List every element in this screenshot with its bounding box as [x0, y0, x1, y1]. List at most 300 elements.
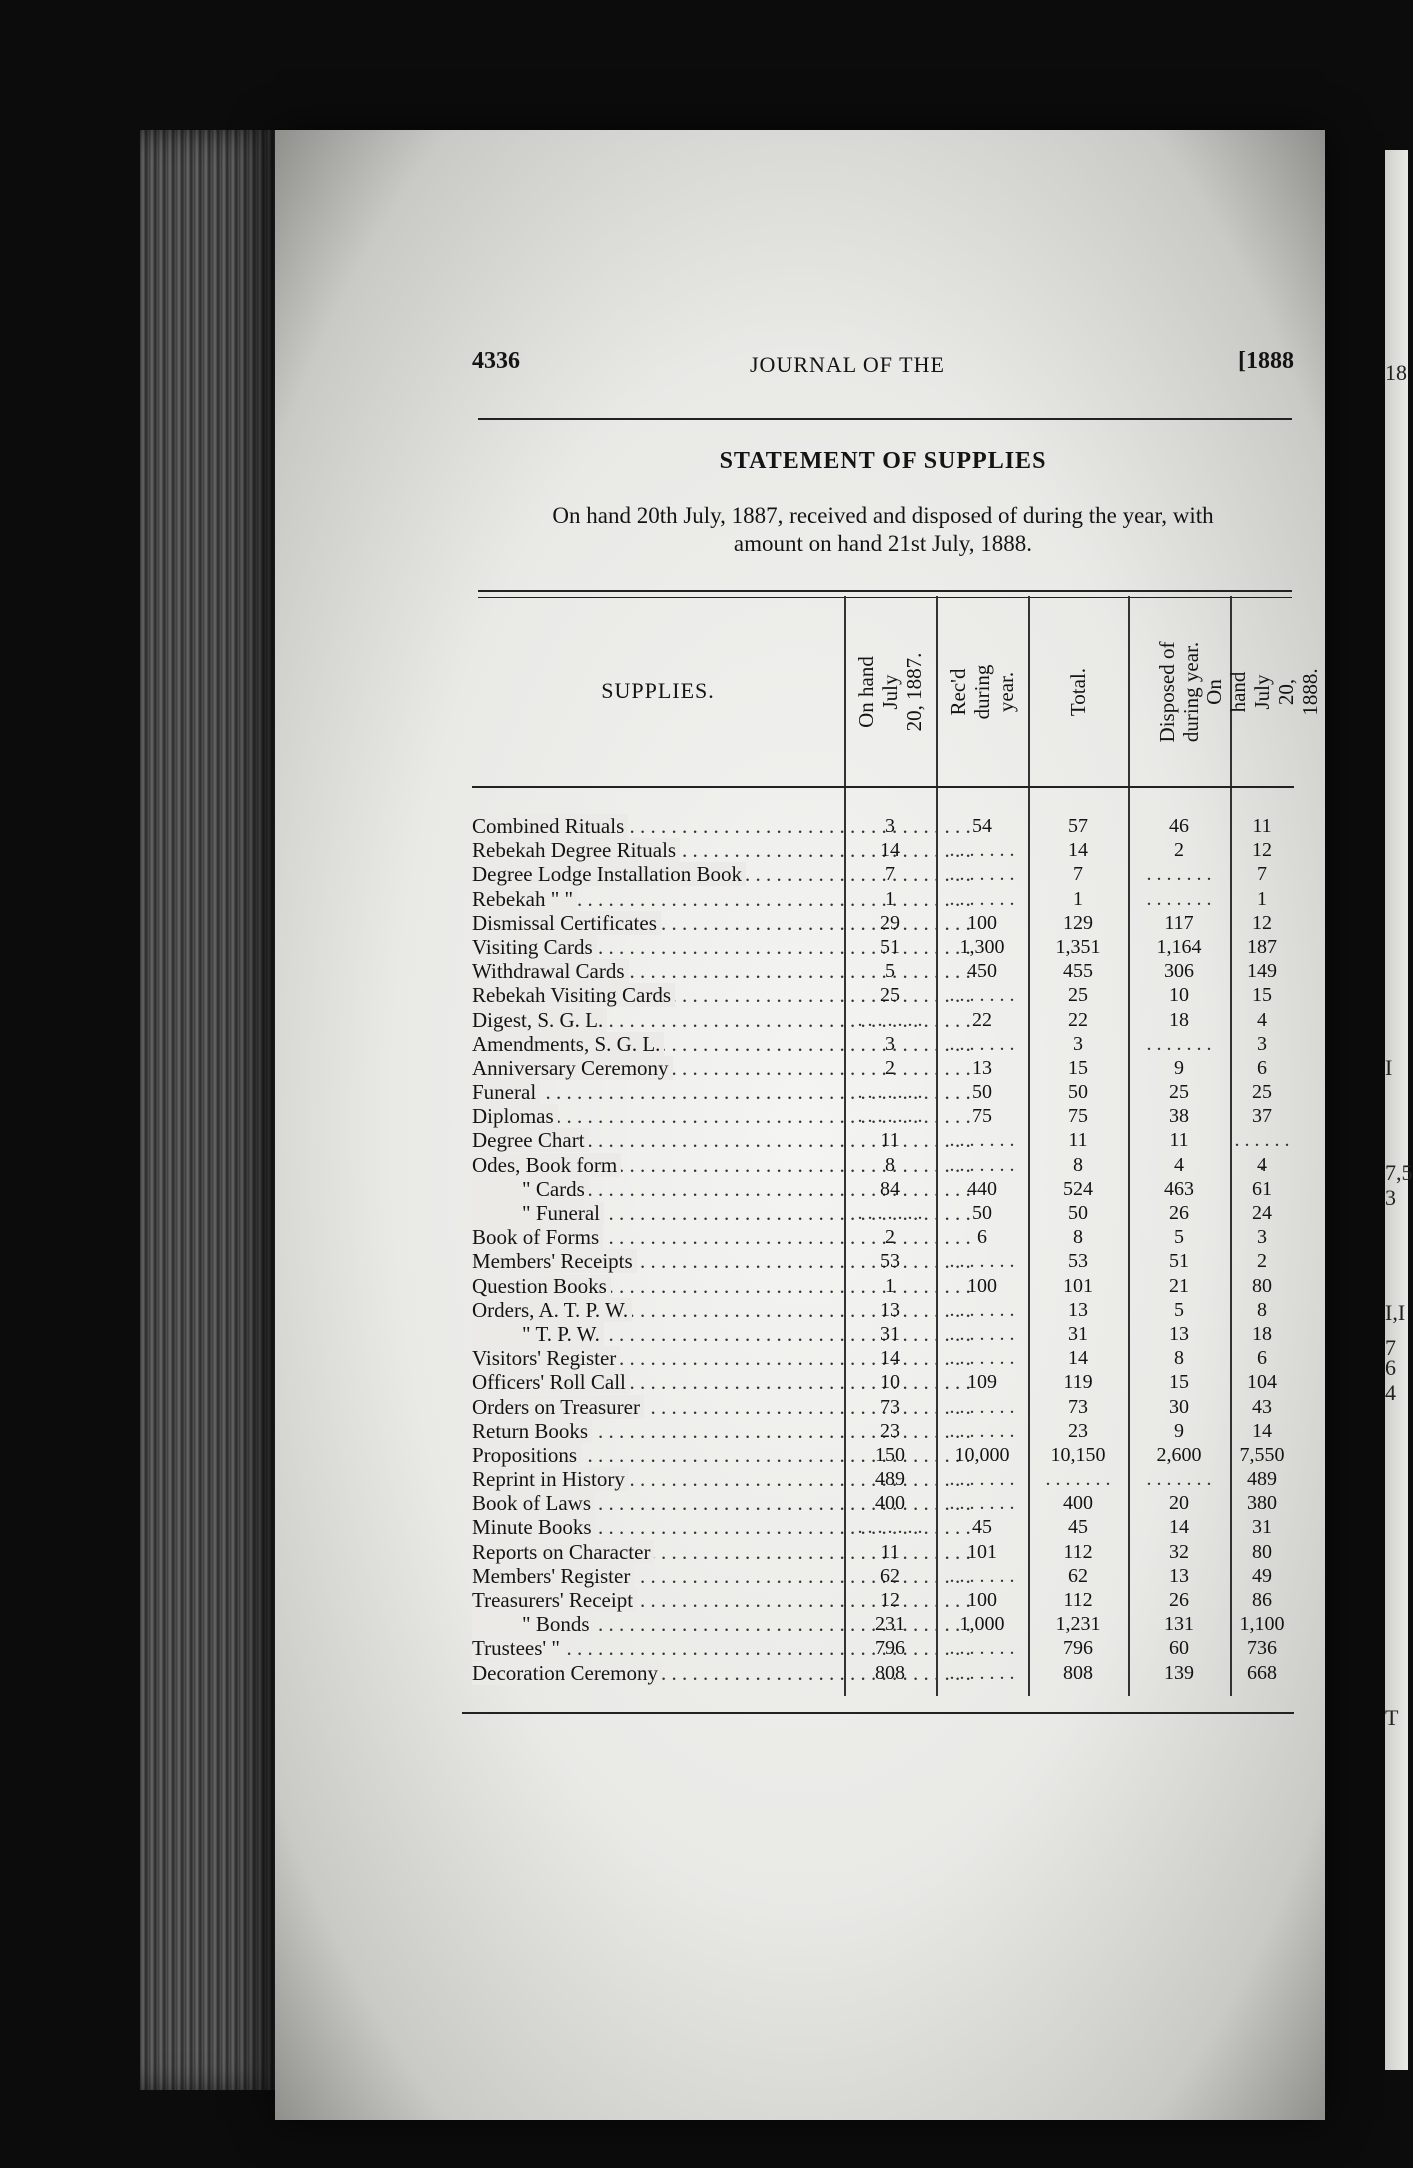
table-row — [472, 1298, 1294, 1322]
value-cell: 11 — [1068, 1129, 1088, 1152]
table-row — [472, 862, 1294, 886]
value-cell: 306 — [1164, 960, 1194, 983]
value-cell — [936, 862, 1028, 886]
value-cell — [936, 1419, 1028, 1443]
value-cell: 139 — [1164, 1661, 1194, 1684]
value-cell: 73 — [880, 1395, 900, 1418]
supply-name: " Bonds — [472, 1612, 594, 1636]
value-cell: 489 — [1247, 1468, 1277, 1491]
page-number: 4336 — [472, 348, 520, 374]
value-cell: 1,231 — [1055, 1613, 1101, 1636]
value-cell: 1 — [1073, 887, 1083, 910]
value-cell: 18 — [1252, 1322, 1272, 1345]
running-head — [472, 348, 1294, 388]
table-bottom-rule — [462, 1712, 1294, 1714]
book-binding-edge — [140, 130, 280, 2090]
table-row — [472, 1104, 1294, 1128]
table-row — [472, 983, 1294, 1007]
value-cell: 119 — [1063, 1371, 1093, 1394]
supplies-table — [472, 596, 1322, 1724]
value-cell: 736 — [1247, 1637, 1277, 1660]
value-cell — [1128, 862, 1230, 886]
supply-label-cell — [472, 1201, 844, 1225]
value-cell — [844, 1201, 936, 1225]
supply-name: Orders on Treasurer — [472, 1395, 644, 1419]
statement-title: STATEMENT OF SUPPLIES — [719, 448, 1047, 474]
supply-name: Degree Lodge Installation Book — [472, 862, 746, 886]
value-cell: 1,000 — [959, 1613, 1005, 1636]
supply-label-cell — [472, 1298, 844, 1322]
table-row — [472, 1491, 1294, 1515]
value-cell: 668 — [1247, 1661, 1277, 1684]
value-cell: 23 — [1068, 1419, 1088, 1442]
value-cell: 2 — [885, 1056, 895, 1079]
header-bottom-rule — [472, 786, 1294, 788]
column-header-text: Total. — [1066, 667, 1090, 717]
value-cell: 11 — [880, 1540, 900, 1563]
table-row — [472, 1661, 1294, 1685]
value-cell: 7 — [1073, 863, 1083, 886]
value-cell: 3 — [1073, 1032, 1083, 1055]
value-cell: 11 — [1252, 815, 1272, 837]
value-cell: 796 — [875, 1637, 905, 1660]
statement-subtitle — [472, 502, 1294, 558]
value-cell: 11 — [1169, 1129, 1189, 1152]
value-cell: 13 — [1068, 1298, 1088, 1321]
table-row — [472, 935, 1294, 959]
table-row — [472, 838, 1294, 862]
value-cell: 50 — [1068, 1081, 1088, 1104]
value-cell: 524 — [1063, 1177, 1093, 1200]
value-cell: 73 — [1068, 1395, 1088, 1418]
value-cell — [936, 1322, 1028, 1346]
supply-label-cell — [472, 1370, 844, 1394]
table-row — [472, 1056, 1294, 1080]
value-cell: 51 — [1169, 1250, 1189, 1273]
supply-label-cell — [472, 1153, 844, 1177]
value-cell: 5 — [1174, 1298, 1184, 1321]
table-row — [472, 1588, 1294, 1612]
table-row — [472, 1515, 1294, 1539]
value-cell: 2,600 — [1156, 1443, 1202, 1466]
value-cell: 12 — [1252, 911, 1272, 934]
value-cell: 14 — [1169, 1516, 1189, 1539]
supply-name: Odes, Book form — [472, 1153, 621, 1177]
value-cell: 31 — [880, 1322, 900, 1345]
value-cell: 50 — [972, 1081, 992, 1104]
value-cell: 22 — [1068, 1008, 1088, 1031]
value-cell: 62 — [1068, 1564, 1088, 1587]
table-row — [472, 1080, 1294, 1104]
value-cell: 60 — [1169, 1637, 1189, 1660]
table-top-rule — [478, 590, 1292, 592]
value-cell: 80 — [1252, 1540, 1272, 1563]
value-cell: 54 — [972, 815, 992, 837]
table-row — [472, 1443, 1294, 1467]
value-cell: 8 — [1073, 1153, 1083, 1176]
value-cell: 101 — [967, 1540, 997, 1563]
value-cell — [1128, 887, 1230, 911]
supply-name: Visitors' Register — [472, 1346, 620, 1370]
value-cell: 10 — [1169, 984, 1189, 1007]
table-row — [472, 887, 1294, 911]
value-cell: 30 — [1169, 1395, 1189, 1418]
value-cell: 14 — [880, 1347, 900, 1370]
value-cell: 2 — [1174, 839, 1184, 862]
supply-name: Book of Laws — [472, 1491, 595, 1515]
supply-label-cell — [472, 959, 844, 983]
value-cell: 10,150 — [1050, 1443, 1106, 1466]
value-cell: 75 — [1068, 1105, 1088, 1128]
value-cell: 463 — [1164, 1177, 1194, 1200]
value-cell: 23 — [880, 1419, 900, 1442]
value-cell — [1028, 1467, 1128, 1491]
value-cell: 14 — [1068, 839, 1088, 862]
table-row — [472, 1370, 1294, 1394]
value-cell: 440 — [967, 1177, 997, 1200]
value-cell: 808 — [1063, 1661, 1093, 1684]
value-cell: 1 — [1257, 887, 1267, 910]
table-row — [472, 1008, 1294, 1032]
value-cell: 25 — [1252, 1081, 1272, 1104]
value-cell: 10 — [880, 1371, 900, 1394]
value-cell: 4 — [1174, 1153, 1184, 1176]
value-cell: 2 — [885, 1226, 895, 1249]
supply-name: Diplomas — [472, 1104, 558, 1128]
supply-name: Treasurers' Receipt — [472, 1588, 637, 1612]
supply-name: Decoration Ceremony — [472, 1661, 662, 1685]
value-cell: 53 — [880, 1250, 900, 1273]
value-cell: 10,000 — [954, 1443, 1010, 1466]
table-row — [472, 1395, 1294, 1419]
value-cell: 20 — [1169, 1492, 1189, 1515]
value-cell: 117 — [1164, 911, 1194, 934]
value-cell — [844, 1008, 936, 1032]
table-row — [472, 1636, 1294, 1660]
value-cell: 29 — [880, 911, 900, 934]
supply-label-cell — [472, 935, 844, 959]
value-cell: 7 — [1257, 863, 1267, 886]
value-cell: 14 — [1068, 1347, 1088, 1370]
value-cell: 4 — [1257, 1008, 1267, 1031]
value-cell: 45 — [972, 1516, 992, 1539]
table-row — [472, 1467, 1294, 1491]
supply-name: Withdrawal Cards — [472, 959, 629, 983]
supply-name: Orders, A. T. P. W. — [472, 1298, 632, 1322]
value-cell: 12 — [1252, 839, 1272, 862]
value-cell — [936, 1661, 1028, 1685]
value-cell: 129 — [1063, 911, 1093, 934]
value-cell: 25 — [880, 984, 900, 1007]
value-cell: 57 — [1068, 815, 1088, 837]
value-cell: 9 — [1174, 1056, 1184, 1079]
value-cell: 53 — [1068, 1250, 1088, 1273]
value-cell: 112 — [1063, 1589, 1093, 1611]
journal-year: [1888 — [1238, 348, 1294, 374]
value-cell — [936, 1467, 1028, 1491]
supply-name: Rebekah Degree Rituals — [472, 838, 680, 862]
adjacent-page-fragment: 7 — [1385, 1335, 1396, 1360]
value-cell: 796 — [1063, 1637, 1093, 1660]
value-cell: 1,300 — [959, 935, 1005, 958]
table-row — [472, 1128, 1294, 1152]
value-cell: 46 — [1169, 815, 1189, 837]
value-cell: 450 — [967, 960, 997, 983]
supply-label-cell — [472, 887, 844, 911]
value-cell: 5 — [885, 960, 895, 983]
value-cell: 12 — [880, 1589, 900, 1611]
value-cell: 86 — [1252, 1589, 1272, 1611]
value-cell: 75 — [972, 1105, 992, 1128]
value-cell — [936, 1153, 1028, 1177]
value-cell — [936, 838, 1028, 862]
supply-label-cell — [472, 1612, 844, 1636]
supply-name: Dismissal Certificates — [472, 911, 661, 935]
value-cell — [844, 1080, 936, 1104]
adjacent-page-fragment: 7,5 — [1385, 1160, 1413, 1185]
journal-title: JOURNAL OF THE — [750, 352, 945, 377]
supply-label-cell — [472, 814, 844, 838]
value-cell: 9 — [1174, 1419, 1184, 1442]
value-cell — [936, 1491, 1028, 1515]
supply-name: Degree Chart — [472, 1128, 589, 1152]
supply-name: Question Books — [472, 1274, 611, 1298]
supply-name: Book of Forms — [472, 1225, 603, 1249]
value-cell: 13 — [1169, 1322, 1189, 1345]
table-row — [472, 814, 1294, 838]
value-cell — [844, 1515, 936, 1539]
table-row — [472, 1032, 1294, 1056]
supply-name: Digest, S. G. L. — [472, 1008, 607, 1032]
value-cell: 13 — [972, 1056, 992, 1079]
value-cell: 15 — [1252, 984, 1272, 1007]
supply-name: Minute Books — [472, 1515, 596, 1539]
supply-label-cell — [472, 1104, 844, 1128]
table-row — [472, 1612, 1294, 1636]
value-cell: 7 — [885, 863, 895, 886]
column-header-on-hand-1887 — [844, 604, 936, 780]
value-cell — [936, 1249, 1028, 1273]
value-cell: 24 — [1252, 1202, 1272, 1224]
value-cell: 50 — [1068, 1202, 1088, 1224]
supplies-column-header: SUPPLIES. — [601, 678, 715, 703]
table-row — [472, 1419, 1294, 1443]
value-cell: 3 — [885, 1032, 895, 1055]
supply-label-cell — [472, 1346, 844, 1370]
value-cell — [936, 1564, 1028, 1588]
subtitle-line: amount on hand 21st July, 1888. — [733, 531, 1033, 556]
value-cell: 8 — [1257, 1298, 1267, 1321]
value-cell: 149 — [1247, 960, 1277, 983]
value-cell: 3 — [885, 815, 895, 837]
value-cell: 8 — [1174, 1347, 1184, 1370]
supply-label-cell — [472, 1491, 844, 1515]
table-row — [472, 1564, 1294, 1588]
supply-label-cell — [472, 1588, 844, 1612]
supply-name: Officers' Roll Call — [472, 1370, 630, 1394]
value-cell — [936, 1128, 1028, 1152]
adjacent-page-fragment: 6 — [1385, 1355, 1396, 1380]
header-rule — [478, 418, 1292, 420]
supply-label-cell — [472, 983, 844, 1007]
value-cell: 7,550 — [1239, 1443, 1285, 1466]
value-cell: 808 — [875, 1661, 905, 1684]
adjacent-page-fragment: 18 — [1385, 360, 1407, 385]
table-row — [472, 1201, 1294, 1225]
value-cell: 62 — [880, 1564, 900, 1587]
value-cell: 14 — [1252, 1419, 1272, 1442]
supply-name: " T. P. W. — [472, 1322, 604, 1346]
value-cell: 1 — [885, 887, 895, 910]
value-cell: 455 — [1063, 960, 1093, 983]
value-cell: 6 — [977, 1226, 987, 1249]
table-row — [472, 1540, 1294, 1564]
column-header-text: On hand July 20, 1887. — [854, 652, 926, 732]
supply-label-cell — [472, 1008, 844, 1032]
supply-name: Amendments, S. G. L. — [472, 1032, 664, 1056]
value-cell: 49 — [1252, 1564, 1272, 1587]
supply-name: " Funeral — [472, 1201, 604, 1225]
table-row — [472, 1249, 1294, 1273]
supply-name: Members' Register — [472, 1564, 634, 1588]
value-cell — [936, 1395, 1028, 1419]
value-cell: 80 — [1252, 1274, 1272, 1297]
value-cell: 50 — [972, 1202, 992, 1224]
supply-name: Reprint in History — [472, 1467, 629, 1491]
supply-name: Return Books — [472, 1419, 592, 1443]
adjacent-page-fragment: I,I — [1385, 1300, 1406, 1325]
value-cell: 380 — [1247, 1492, 1277, 1515]
column-header-text: Disposed of during year. — [1155, 641, 1203, 743]
supply-label-cell — [472, 1467, 844, 1491]
supply-name: Members' Receipts — [472, 1249, 637, 1273]
value-cell: 100 — [967, 1589, 997, 1611]
value-cell: 3 — [1257, 1032, 1267, 1055]
value-cell: 4 — [1257, 1153, 1267, 1176]
adjacent-page-fragment: I — [1385, 1055, 1393, 1080]
value-cell: 104 — [1247, 1371, 1277, 1394]
value-cell: 5 — [1174, 1226, 1184, 1249]
value-cell: 25 — [1068, 984, 1088, 1007]
table-row — [472, 911, 1294, 935]
subtitle-line: On hand 20th July, 1887, received and disposed of during the year, with — [552, 503, 1214, 528]
value-cell: 150 — [875, 1443, 905, 1466]
supply-label-cell — [472, 1515, 844, 1539]
adjacent-page-edge — [1385, 150, 1413, 2070]
table-row — [472, 1177, 1294, 1201]
table-row — [472, 959, 1294, 983]
value-cell: 31 — [1068, 1322, 1088, 1345]
value-cell: 25 — [1169, 1081, 1189, 1104]
supply-label-cell — [472, 1128, 844, 1152]
value-cell: 489 — [875, 1468, 905, 1491]
value-cell: 112 — [1063, 1540, 1093, 1563]
value-cell: 31 — [1252, 1516, 1272, 1539]
value-cell: 15 — [1169, 1371, 1189, 1394]
value-cell — [936, 1636, 1028, 1660]
value-cell: 38 — [1169, 1105, 1189, 1128]
value-cell: 1,351 — [1055, 935, 1101, 958]
supply-name: Rebekah Visiting Cards — [472, 983, 675, 1007]
value-cell: 6 — [1257, 1056, 1267, 1079]
supply-label-cell — [472, 1274, 844, 1298]
column-header-received — [936, 604, 1028, 780]
supply-name: " Cards — [472, 1177, 589, 1201]
value-cell: 400 — [1063, 1492, 1093, 1515]
value-cell — [1128, 1032, 1230, 1056]
table-row — [472, 1274, 1294, 1298]
supply-label-cell — [472, 1056, 844, 1080]
supply-label-cell — [472, 1249, 844, 1273]
supply-label-cell — [472, 1322, 844, 1346]
value-cell: 11 — [880, 1129, 900, 1152]
column-header-total — [1028, 604, 1128, 780]
supply-label-cell — [472, 838, 844, 862]
supply-name: Propositions — [472, 1443, 581, 1467]
value-cell — [936, 1346, 1028, 1370]
adjacent-page-fragment: 3 — [1385, 1185, 1396, 1210]
value-cell: 1,164 — [1156, 935, 1202, 958]
value-cell — [936, 887, 1028, 911]
supply-label-cell — [472, 1032, 844, 1056]
adjacent-page-fragment: 4 — [1385, 1380, 1396, 1405]
supply-label-cell — [472, 1540, 844, 1564]
value-cell: 101 — [1063, 1274, 1093, 1297]
table-body — [472, 814, 1294, 1685]
supply-name: Combined Rituals — [472, 814, 628, 838]
value-cell — [936, 1032, 1028, 1056]
value-cell: 8 — [1073, 1226, 1083, 1249]
supply-label-cell — [472, 862, 844, 886]
supply-label-cell — [472, 1225, 844, 1249]
column-header-text: On hand July 20, 1888. — [1202, 668, 1322, 716]
table-row — [472, 1153, 1294, 1177]
value-cell — [936, 983, 1028, 1007]
value-cell: 32 — [1169, 1540, 1189, 1563]
value-cell: 45 — [1068, 1516, 1088, 1539]
value-cell: 51 — [880, 935, 900, 958]
value-cell: 1,100 — [1239, 1613, 1285, 1636]
value-cell: 18 — [1169, 1008, 1189, 1031]
value-cell — [936, 1298, 1028, 1322]
supply-name: Anniversary Ceremony — [472, 1056, 673, 1080]
value-cell: 1 — [885, 1274, 895, 1297]
supply-label-cell — [472, 1636, 844, 1660]
value-cell: 400 — [875, 1492, 905, 1515]
supply-name: Trustees' " — [472, 1636, 564, 1660]
value-cell: 187 — [1247, 935, 1277, 958]
table-row — [472, 1225, 1294, 1249]
value-cell: 8 — [885, 1153, 895, 1176]
value-cell: 231 — [875, 1613, 905, 1636]
value-cell: 37 — [1252, 1105, 1272, 1128]
value-cell — [1128, 1467, 1230, 1491]
column-header-on-hand-1888 — [1202, 604, 1322, 780]
adjacent-page-fragment: T — [1385, 1705, 1399, 1730]
value-cell: 6 — [1257, 1347, 1267, 1370]
supply-name: Funeral — [472, 1080, 540, 1104]
value-cell: 109 — [967, 1371, 997, 1394]
table-row — [472, 1346, 1294, 1370]
value-cell: 100 — [967, 1274, 997, 1297]
value-cell: 100 — [967, 911, 997, 934]
supply-label-cell — [472, 1419, 844, 1443]
supply-name: Visiting Cards — [472, 935, 597, 959]
supply-label-cell — [472, 1177, 844, 1201]
supply-label-cell — [472, 1564, 844, 1588]
value-cell: 14 — [880, 839, 900, 862]
value-cell: 15 — [1068, 1056, 1088, 1079]
